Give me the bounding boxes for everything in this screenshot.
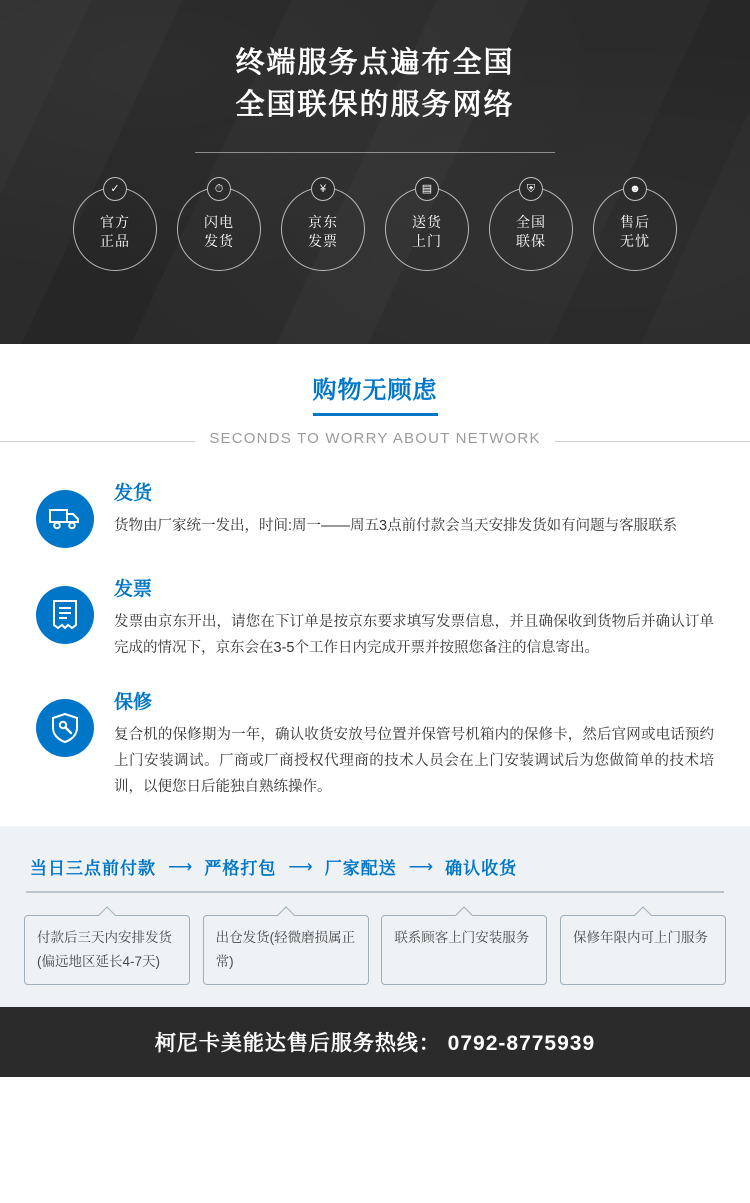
flow-note-0: 付款后三天内安排发货(偏远地区延长4-7天) (24, 915, 190, 985)
badge-item-1 (177, 182, 261, 271)
badge-label-0-line2: 正品 (100, 233, 130, 249)
badge-label-1 (204, 213, 234, 251)
delivery-box-icon: ▤ (415, 177, 439, 201)
invoice-doc-icon (36, 586, 94, 644)
hero-title-line-1: 终端服务点遍布全国 (235, 47, 515, 79)
badge-label-5-line2: 无忧 (620, 233, 650, 249)
badge-list (0, 182, 750, 271)
badge-label-4-line2: 联保 (516, 233, 546, 249)
hero-divider (195, 152, 555, 153)
badge-item-4 (489, 182, 573, 271)
flow-arrow-icon-0: ⟶ (168, 856, 193, 876)
section-header (0, 344, 750, 452)
flow-step-0: 当日三点前付款 (30, 859, 156, 878)
info-text-shipping: 货物由厂家统一发出，时间:周一——周五3点前付款会当天安排发货如有问题与客服联系 (114, 518, 678, 534)
badge-label-2-line1: 京东 (308, 214, 338, 230)
info-item-invoice (36, 574, 714, 661)
truck-icon (36, 490, 94, 548)
flow-track (26, 891, 724, 893)
warranty-badge-icon: ⛨ (519, 177, 543, 201)
info-heading-shipping: 发货 (114, 483, 153, 504)
badge-item-0 (73, 182, 157, 271)
info-item-shipping (36, 478, 714, 548)
badge-label-2 (308, 213, 338, 251)
info-heading-invoice: 发票 (114, 579, 153, 600)
badge-label-3-line2: 上门 (412, 233, 442, 249)
section-title: 购物无顾虑 (313, 370, 438, 416)
flow-note-3: 保修年限内可上门服务 (560, 915, 726, 985)
badge-label-4-line1: 全国 (516, 214, 546, 230)
info-heading-warranty: 保修 (114, 692, 153, 713)
badge-label-3-line1: 送货 (412, 214, 442, 230)
shield-wrench-icon (36, 699, 94, 757)
hero-banner (0, 0, 750, 344)
badge-item-3 (385, 182, 469, 271)
flow-arrow-icon-1: ⟶ (288, 856, 313, 876)
footer-hotline: 柯尼卡美能达售后服务热线： 0792-8775939 (0, 1007, 750, 1077)
badge-label-0-line1: 官方 (100, 214, 130, 230)
badge-label-3 (412, 213, 442, 251)
flow-arrow-icon-2: ⟶ (408, 856, 434, 876)
section-subtitle-wrap (0, 430, 750, 452)
badge-label-1-line1: 闪电 (204, 214, 234, 230)
badge-label-2-line2: 发票 (308, 233, 338, 249)
flow-note-1: 出仓发货(轻微磨损属正常) (203, 915, 369, 985)
hero-title (0, 42, 750, 126)
section-subtitle: SECONDS TO WORRY ABOUT NETWORK (195, 430, 554, 447)
invoice-icon: ¥ (311, 177, 335, 201)
shield-check-icon: ✓ (103, 177, 127, 201)
service-person-icon: ☻ (623, 177, 647, 201)
process-flow (0, 826, 750, 1007)
flow-step-2: 厂家配送 (324, 859, 397, 878)
flow-step-list (24, 854, 726, 879)
flow-note-2: 联系顾客上门安装服务 (381, 915, 547, 985)
info-text-invoice: 发票由京东开出，请您在下订单是按京东要求填写发票信息，并且确保收到货物后并确认订单完成的情况下，京东会在3-5个工作日内完成开票并按照您备注的信息寄出。 (114, 614, 714, 656)
info-body-warranty (114, 687, 714, 800)
info-text-warranty: 复合机的保修期为一年，确认收货安放号位置并保管号机箱内的保修卡，然后官网或电话预约上门安装调试。厂商或厂商授权代理商的技术人员会在上门安装调试后为您做简单的技术培训，以便您日后能独自熟练操作。 (114, 727, 714, 795)
badge-label-5-line1: 售后 (620, 214, 650, 230)
flow-step-3: 确认收货 (445, 859, 518, 878)
badge-label-4 (516, 213, 546, 251)
lightning-clock-icon: ⏱ (207, 177, 231, 201)
hero-title-line-2: 全国联保的服务网络 (235, 89, 515, 121)
flow-note-list (24, 915, 726, 985)
info-body-invoice (114, 574, 714, 661)
badge-label-0 (100, 213, 130, 251)
info-body-shipping (114, 478, 714, 539)
flow-step-1: 严格打包 (204, 859, 277, 878)
info-item-warranty (36, 687, 714, 800)
badge-label-1-line2: 发货 (204, 233, 234, 249)
info-list (0, 452, 750, 800)
badge-item-5 (593, 182, 677, 271)
badge-item-2 (281, 182, 365, 271)
badge-label-5 (620, 213, 650, 251)
